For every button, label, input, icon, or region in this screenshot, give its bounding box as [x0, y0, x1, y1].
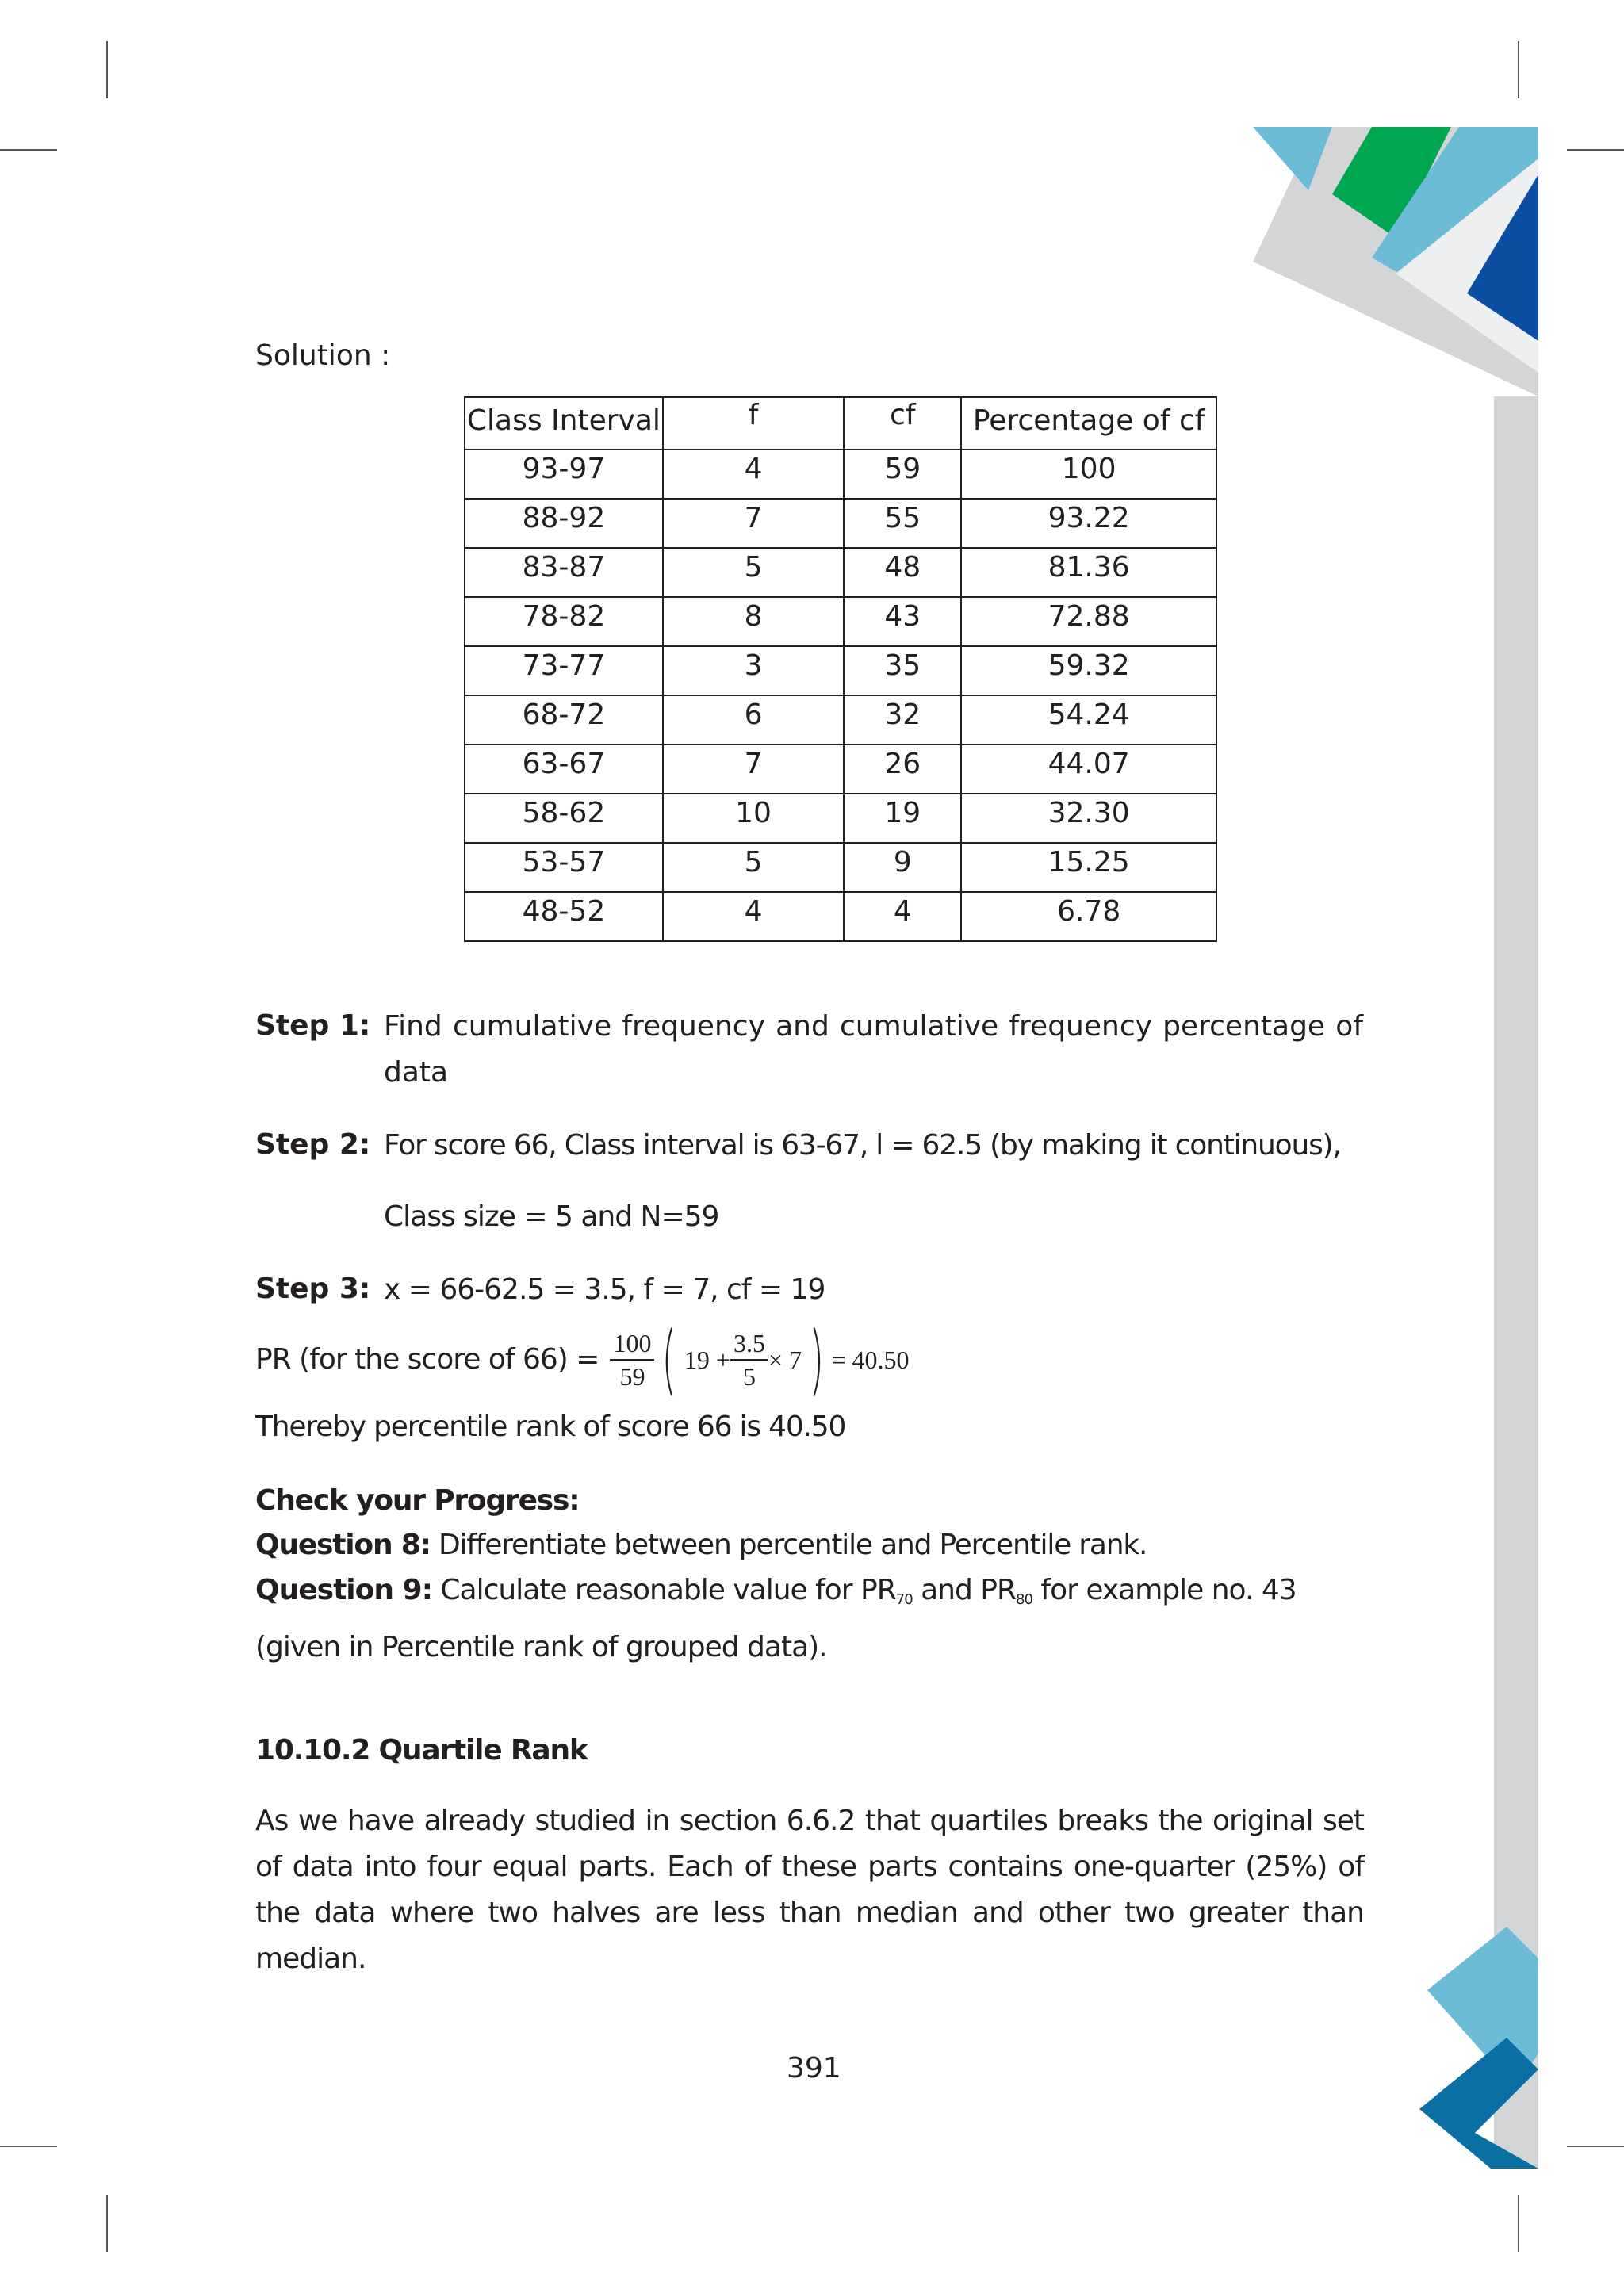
- conclusion-text: Thereby percentile rank of score 66 is 40.50: [255, 1411, 846, 1443]
- section-paragraph: As we have already studied in section 6.6.2 that quartiles breaks the original set of data into four equal parts. Each of these parts contains one-quarter (25%) of the data where two halves are less than median and other two greater than median.: [255, 1805, 1364, 1975]
- table-cell: 32.30: [961, 794, 1216, 843]
- table-cell: 7: [663, 499, 844, 548]
- fraction-denominator: 59: [619, 1362, 645, 1391]
- table-cell: 26: [844, 745, 961, 794]
- table-cell: 83-87: [465, 548, 663, 597]
- table-row: [465, 597, 1216, 646]
- table-body: [465, 450, 1216, 941]
- step3-text: x = 66-62.5 = 3.5, f = 7, cf = 19: [384, 1273, 825, 1306]
- table-cell: 93.22: [961, 499, 1216, 548]
- check-progress-heading: Check your Progress:: [255, 1484, 580, 1517]
- table-row: [465, 892, 1216, 941]
- table-cell: 81.36: [961, 548, 1216, 597]
- question-9-text-c: for example no. 43 (given in Percentile rank of grouped data).: [255, 1574, 1297, 1663]
- table-header-row: [465, 397, 1216, 450]
- table-cell: 72.88: [961, 597, 1216, 646]
- fraction-100-over-59: [610, 1327, 654, 1392]
- table-cell: 4: [663, 892, 844, 941]
- question-8-text: Differentiate between percentile and Percentile rank.: [439, 1529, 1147, 1561]
- fraction-numerator: 100: [610, 1327, 654, 1361]
- step3-label: Step 3:: [255, 1273, 371, 1305]
- table-row: [465, 794, 1216, 843]
- step1-label: Step 1:: [255, 1009, 371, 1042]
- question-8-label: Question 8:: [255, 1529, 431, 1561]
- table-cell: 7: [663, 745, 844, 794]
- table-cell: 6.78: [961, 892, 1216, 941]
- table-cell: 4: [844, 892, 961, 941]
- pr-subscript-70: 70: [895, 1591, 913, 1608]
- table-row: [465, 695, 1216, 745]
- table-cell: 32: [844, 695, 961, 745]
- table-cell: 5: [663, 843, 844, 892]
- formula-term2: × 7: [768, 1345, 802, 1374]
- table-cell: 3: [663, 646, 844, 695]
- header-f: f: [663, 397, 844, 450]
- question-9-text-a: Calculate reasonable value for PR: [440, 1574, 896, 1606]
- table-cell: 55: [844, 499, 961, 548]
- frequency-table: [464, 396, 1217, 942]
- question-9-label: Question 9:: [255, 1574, 432, 1606]
- table-row: [465, 843, 1216, 892]
- table-cell: 5: [663, 548, 844, 597]
- header-class-interval: Class Interval: [465, 397, 663, 450]
- table-cell: 4: [663, 450, 844, 499]
- formula-result: = 40.50: [831, 1345, 910, 1374]
- step2-text: For score 66, Class interval is 63-67, l = 62.5 (by making it continuous),: [384, 1129, 1341, 1162]
- table-cell: 9: [844, 843, 961, 892]
- table-cell: 59: [844, 450, 961, 499]
- table-cell: 93-97: [465, 450, 663, 499]
- pr-subscript-80: 80: [1016, 1591, 1032, 1608]
- step2-label: Step 2:: [255, 1128, 371, 1161]
- table-row: [465, 745, 1216, 794]
- step2-text-line2: Class size = 5 and N=59: [384, 1200, 719, 1233]
- table-cell: 100: [961, 450, 1216, 499]
- formula-label: PR (for the score of 66) =: [255, 1343, 599, 1376]
- table-row: [465, 646, 1216, 695]
- table-cell: 53-57: [465, 843, 663, 892]
- table-cell: 73-77: [465, 646, 663, 695]
- table-cell: 88-92: [465, 499, 663, 548]
- table-cell: 43: [844, 597, 961, 646]
- table-cell: 58-62: [465, 794, 663, 843]
- section-heading: 10.10.2 Quartile Rank: [255, 1734, 588, 1767]
- question-9-text-b: and PR: [921, 1574, 1017, 1606]
- table-cell: 54.24: [961, 695, 1216, 745]
- table-cell: 19: [844, 794, 961, 843]
- table-row: [465, 548, 1216, 597]
- table-cell: 8: [663, 597, 844, 646]
- percentile-rank-formula: [255, 1316, 910, 1403]
- page-number: 391: [787, 2052, 841, 2084]
- header-cf: cf: [844, 397, 961, 450]
- step1-text: Find cumulative frequency and cumulative frequency percentage of data: [384, 1010, 1363, 1089]
- table-cell: 48: [844, 548, 961, 597]
- table-cell: 6: [663, 695, 844, 745]
- right-parenthesis: ): [809, 1315, 825, 1404]
- table-cell: 63-67: [465, 745, 663, 794]
- header-percentage-cf: Percentage of cf: [961, 397, 1216, 450]
- fraction-numerator: 3.5: [730, 1327, 768, 1361]
- fraction-3-5-over-5: [730, 1327, 768, 1392]
- left-parenthesis: (: [661, 1315, 677, 1404]
- formula-term1: 19 +: [684, 1345, 730, 1374]
- table-cell: 48-52: [465, 892, 663, 941]
- table-cell: 35: [844, 646, 961, 695]
- question-9: [255, 1567, 1365, 1671]
- table-cell: 15.25: [961, 843, 1216, 892]
- table-cell: 78-82: [465, 597, 663, 646]
- solution-label: Solution :: [255, 339, 391, 372]
- table-cell: 10: [663, 794, 844, 843]
- table-cell: 59.32: [961, 646, 1216, 695]
- side-gray-bar: [1494, 396, 1538, 2169]
- question-8: [255, 1523, 1365, 1568]
- table-cell: 68-72: [465, 695, 663, 745]
- table-row: [465, 450, 1216, 499]
- fraction-denominator: 5: [742, 1362, 756, 1391]
- table-row: [465, 499, 1216, 548]
- table-cell: 44.07: [961, 745, 1216, 794]
